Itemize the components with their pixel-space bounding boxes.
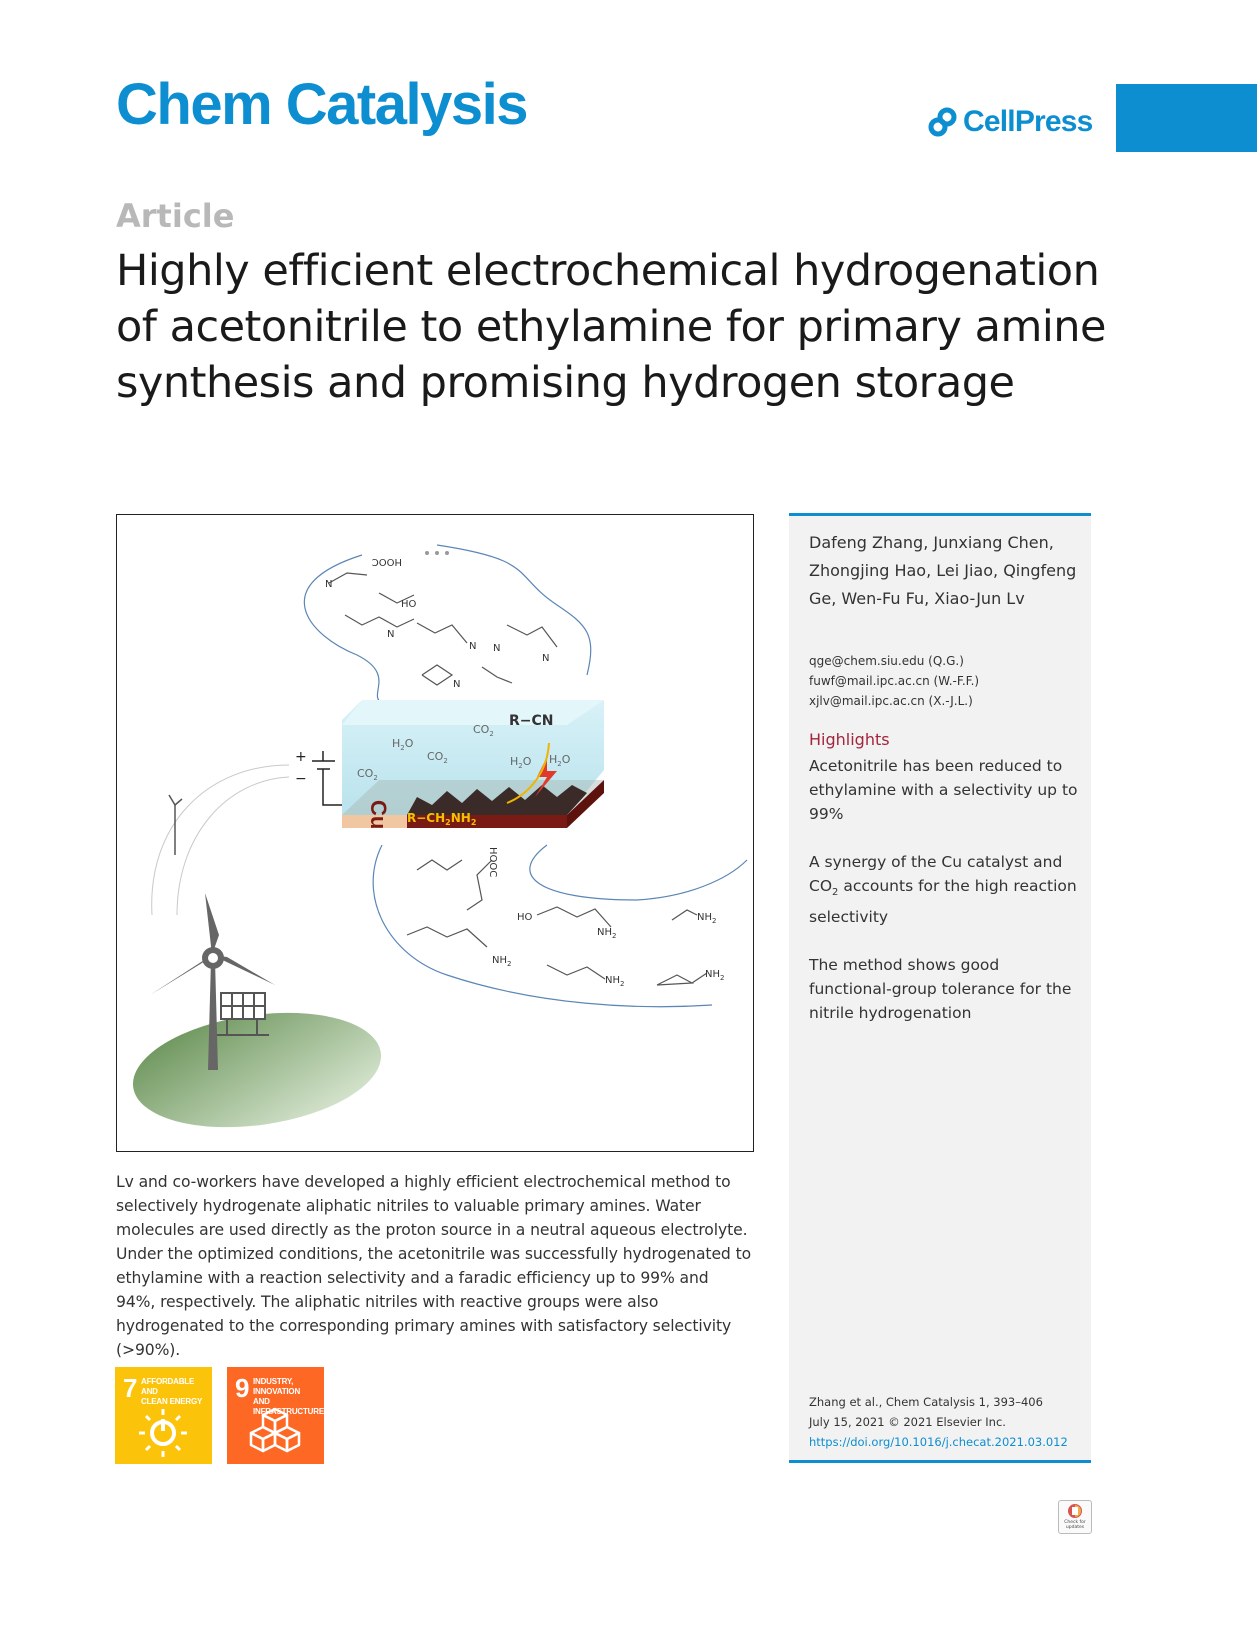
n-label: N [493,643,501,654]
citation-block [809,1392,1084,1452]
svg-text:CO2: $CO_2$ [357,767,378,782]
journal-title: Chem Catalysis [116,72,527,137]
check-updates-icon [1059,1501,1091,1521]
svg-text:CO2: $CO_2$ [473,723,494,738]
journal-color-tab [1116,84,1257,152]
svg-text:NH2: $NH_2$ [492,955,512,968]
author-list: Dafeng Zhang, Junxiang Chen, Zhongjing Hao, Lei Jiao, Qingfeng Ge, Wen-Fu Fu, Xiao-Jun Lv [809,533,1077,608]
wind-flow-lines [152,765,289,915]
citation-date: July 15, 2021 © 2021 Elsevier Inc. [809,1415,1006,1429]
reactant-molecules [329,551,557,685]
reactant-stream [304,545,590,703]
cellpress-mark-icon [927,107,959,137]
highlight-item: The method shows good functional-group tolerance for the nitrile hydrogenation [809,956,1072,1023]
product-molecules [407,860,707,985]
email-link[interactable]: qge@chem.siu.edu (Q.G.) [809,654,964,668]
publisher-name: CellPress [963,105,1093,138]
ho-label: HO [517,912,533,923]
highlight-item: A synergy of the Cu catalyst and $CO_2$ accounts for the high reaction selectivity [809,853,1077,927]
svg-text:NH2: $NH_2$ [697,912,717,925]
sdg-label: AFFORDABLE AND CLEAN ENERGY [141,1377,203,1406]
paper-summary: Lv and co-workers have developed a highly efficient electrochemical method to selectively hydrogenate aliphatic nitriles to valuable primary amines. Water molecules are used directly as the proton source in a neutral aqueous electrolyte. Under the optimized conditions, the acetonitrile was successfully hydrogenated to ethylamine with a reaction selectivity and a faradic efficiency up to 99% and 94%, respectively. The aliphatic nitriles with reactive groups were also hydrogenated to the corresponding primary amines with satisfactory selectivity (>90%). [116,1173,752,1359]
svg-text:H2O: $H_2O$ [510,755,532,770]
article-type-label: Article [116,197,235,235]
n-label: N [542,653,550,664]
doi-link[interactable]: https://doi.org/10.1016/j.checat.2021.03.012 [809,1435,1068,1449]
minus-label: − [295,771,307,787]
sdg-badge-7 [115,1367,212,1464]
cellpress-logo[interactable] [927,104,1093,140]
sdg-label: INDUSTRY, INNOVATION AND INFRASTRUCTURE [253,1377,324,1416]
n-label: N [453,679,461,690]
sun-power-icon [115,1405,212,1464]
ho-label: HO [401,599,417,610]
svg-text:H2O: $H_2O$ [392,737,414,752]
email-link[interactable]: fuwf@mail.ipc.ac.cn (W.-F.F.) [809,674,980,688]
hooc-label: HOOC [371,556,402,567]
highlights-list [809,754,1079,1049]
battery-symbol [295,749,342,805]
cu-catalyst-label: Cu [366,800,391,830]
hooc-label: HOOC [487,847,498,878]
sdg-number: 7 [123,1373,138,1403]
product-labels [487,847,724,988]
paper-title: Highly efficient electrochemical hydrogenation of acetonitrile to ethylamine for primary amine synthesis and promising hydrogen storage [116,246,1106,408]
n-label: N [469,641,477,652]
small-wind-turbine [169,795,182,855]
cubes-icon [227,1405,324,1464]
highlight-item: Acetonitrile has been reduced to ethylamine with a selectivity up to 99% [809,757,1078,823]
sdg-badge-9 [227,1367,324,1464]
article-sidebar [789,513,1091,1463]
email-link[interactable]: xjlv@mail.ipc.ac.cn (X.-J.L.) [809,694,973,708]
n-label: N [325,579,333,590]
graphical-abstract-illustration [117,515,753,1151]
highlights-heading: Highlights [809,730,890,749]
correspondence-emails [809,651,1084,711]
n-label: N [387,629,395,640]
reactant-label: R−CN [509,713,554,729]
sdg-number: 9 [235,1373,250,1403]
check-for-updates-button[interactable] [1058,1500,1092,1534]
product-label: $R-CH_2NH_2$ [407,811,477,827]
svg-text:NH2: $NH_2$ [705,969,725,982]
citation-reference: Zhang et al., Chem Catalysis 1, 393–406 [809,1395,1043,1409]
plus-label: + [295,749,307,765]
svg-text:NH2: $NH_2$ [605,975,625,988]
check-updates-label: Check for updates [1064,1520,1086,1530]
svg-text:NH2: $NH_2$ [597,927,617,940]
svg-text:H2O: $H_2O$ [549,753,571,768]
graphical-abstract [116,514,754,1152]
svg-text:CO2: $CO_2$ [427,750,448,765]
